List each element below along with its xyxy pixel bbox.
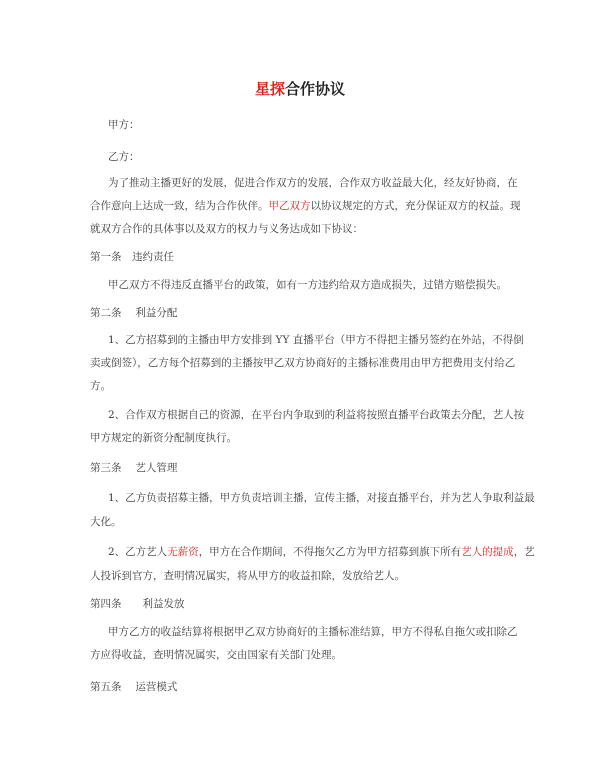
- art3-text-c: ，艺: [513, 546, 535, 558]
- article-3-p2-line-2: 人投诉到官方，查明情况属实，将从甲方的收益扣除，发放给艺人。: [90, 570, 405, 582]
- title-rest: 合作协议: [285, 80, 346, 98]
- article-2-p2-line-2: 甲方规定的新资分配制度执行。: [90, 432, 237, 444]
- article-3-p1-line-2: 大化。: [90, 516, 122, 528]
- article-5-heading: 第五条 运营模式: [90, 681, 178, 693]
- article-2-p1-line-2: 卖或倒签），乙方每个招募到的主播按甲乙双方协商好的主播标准费用由甲方把费用支付给乙: [90, 357, 516, 369]
- intro-text-a: 合作意向上达成一致，结为合作伙伴。: [90, 200, 269, 212]
- article-3-heading: 第三条 艺人管理: [90, 462, 178, 474]
- intro-highlight: 甲乙双方: [268, 200, 311, 212]
- art3-text-a: 2、乙方艺人: [108, 546, 168, 558]
- party-a-line: 甲方：: [108, 119, 140, 131]
- article-3-p2-line-1: [108, 545, 535, 559]
- art3-highlight-1: 无薪资: [167, 546, 199, 558]
- article-2-p1-line-3: 方。: [90, 380, 111, 392]
- intro-line-2: [90, 199, 521, 213]
- article-4-p1-line-2: 方应得收益，查明情况属实，交由国家有关部门处理。: [90, 649, 342, 661]
- party-b-line: 乙方：: [108, 151, 140, 163]
- article-3-p1-line-1: 1、乙方负责招募主播，甲方负责培训主播，宣传主播，对接直播平台，并为艺人争取利益最: [108, 492, 535, 504]
- intro-line-3: 就双方合作的具体事以及双方的权力与义务达成如下协议：: [90, 223, 363, 235]
- article-4-p1-line-1: 甲方乙方的收益结算将根据甲乙双方协商好的主播标准结算，甲方不得私自拖欠或扣除乙: [108, 626, 518, 638]
- article-1-para: 甲乙双方不得违反直播平台的政策，如有一方违约给双方造成损失，过错方赔偿损失。: [108, 279, 507, 291]
- art3-text-b: ，甲方在合作期间，不得拖欠乙方为甲方招募到旗下所有: [198, 546, 462, 558]
- intro-text-b: 以协议规定的方式，充分保证双方的权益。现: [310, 200, 521, 212]
- article-4-heading: 第四条 利益发放: [90, 598, 185, 610]
- title-highlight: 星探: [254, 80, 285, 98]
- article-2-p2-line-1: 2、合作双方根据自己的资源，在平台内争取到的利益将按照直播平台政策去分配，艺人按: [108, 409, 525, 421]
- document-title: [0, 78, 600, 99]
- intro-line-1: 为了推动主播更好的发展，促进合作双方的发展，合作双方收益最大化，经友好协商，在: [108, 177, 518, 189]
- article-2-p1-line-1: 1、乙方招募到的主播由甲方安排到 YY 直播平台（甲方不得把主播另签约在外站，不得倒: [108, 334, 524, 346]
- art3-highlight-2: 艺人的提成: [461, 546, 514, 558]
- article-1-heading: 第一条 违约责任: [90, 251, 174, 263]
- article-2-heading: 第二条 利益分配: [90, 307, 178, 319]
